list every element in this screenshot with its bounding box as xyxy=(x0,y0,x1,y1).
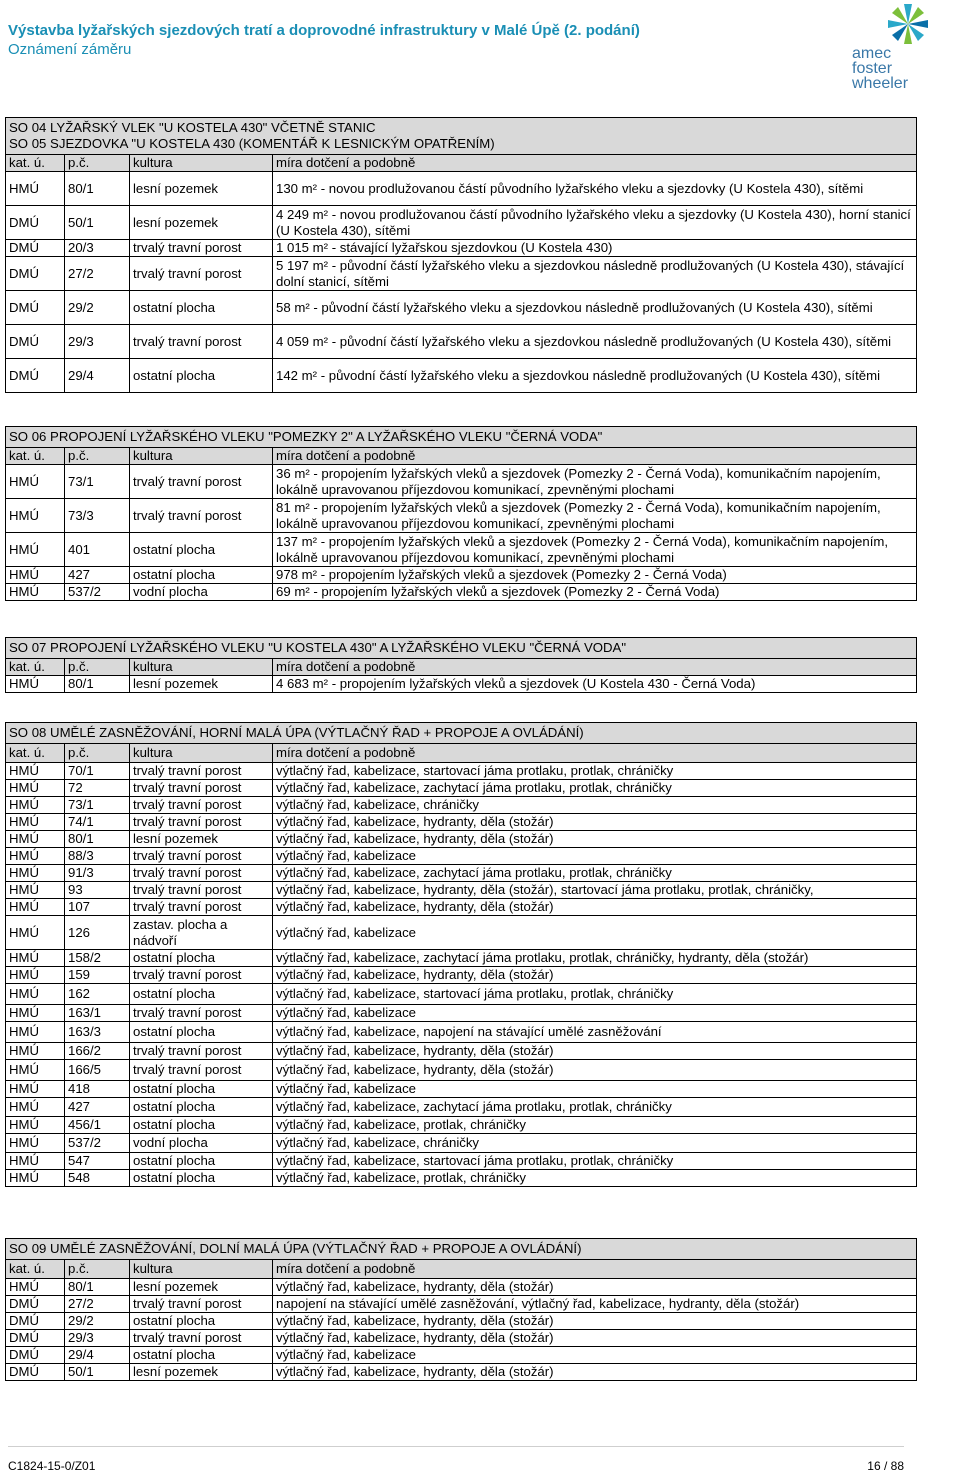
parcel-number-cell: 29/4 xyxy=(65,359,130,393)
parcel-number-cell: 456/1 xyxy=(65,1117,130,1134)
table-row xyxy=(6,763,917,780)
table-row xyxy=(6,533,917,567)
land-type-cell: trvalý travní porost xyxy=(130,797,273,814)
cadastral-area-cell: HMÚ xyxy=(6,848,65,865)
impact-description-cell: výtlačný řad, kabelizace, hydranty, děla (stožár) xyxy=(273,1364,917,1381)
parcel-number-cell: 73/3 xyxy=(65,499,130,533)
parcel-number-cell: 91/3 xyxy=(65,865,130,882)
cadastral-area-cell: DMÚ xyxy=(6,240,65,257)
land-type-cell: lesní pozemek xyxy=(130,206,273,240)
parcel-number-cell: 29/4 xyxy=(65,1347,130,1364)
parcel-number-cell: 163/1 xyxy=(65,1005,130,1022)
impact-description-cell: výtlačný řad, kabelizace, hydranty, děla (stožár) xyxy=(273,1060,917,1081)
land-type-cell: ostatní plocha xyxy=(130,1081,273,1098)
impact-description-cell: výtlačný řad, kabelizace, hydranty, děla (stožár) xyxy=(273,831,917,848)
land-type-cell: trvalý travní porost xyxy=(130,763,273,780)
land-type-cell: ostatní plocha xyxy=(130,1170,273,1187)
table-row xyxy=(6,814,917,831)
table-row xyxy=(6,567,917,584)
land-type-cell: ostatní plocha xyxy=(130,1347,273,1364)
table-row xyxy=(6,1313,917,1330)
table-row xyxy=(6,206,917,240)
table-row xyxy=(6,1170,917,1187)
cadastral-area-cell: HMÚ xyxy=(6,831,65,848)
table-row xyxy=(6,1364,917,1381)
land-type-cell: trvalý travní porost xyxy=(130,967,273,984)
cadastral-area-cell: HMÚ xyxy=(6,814,65,831)
cadastral-area-cell: DMÚ xyxy=(6,257,65,291)
land-type-cell: trvalý travní porost xyxy=(130,1330,273,1347)
land-type-cell: vodní plocha xyxy=(130,1134,273,1153)
land-type-cell: ostatní plocha xyxy=(130,1153,273,1170)
section-title-row xyxy=(6,723,917,744)
impact-description-cell: výtlačný řad, kabelizace, hydranty, děla (stožár) xyxy=(273,967,917,984)
impact-description-cell: výtlačný řad, kabelizace, zachytací jáma protlaku, protlak, chráničky xyxy=(273,865,917,882)
footer-divider xyxy=(8,1446,904,1447)
section-title-row xyxy=(6,427,917,448)
land-type-cell: trvalý travní porost xyxy=(130,882,273,899)
land-type-cell: ostatní plocha xyxy=(130,950,273,967)
logo-word-2: foster xyxy=(852,60,893,77)
impact-description-cell: výtlačný řad, kabelizace, startovací jáma protlaku, protlak, chráničky xyxy=(273,1153,917,1170)
land-type-cell: trvalý travní porost xyxy=(130,465,273,499)
land-type-cell: lesní pozemek xyxy=(130,831,273,848)
parcel-number-cell: 88/3 xyxy=(65,848,130,865)
table-row xyxy=(6,240,917,257)
parcel-number-cell: 29/3 xyxy=(65,325,130,359)
impact-description-cell: výtlačný řad, kabelizace, hydranty, děla (stožár) xyxy=(273,899,917,916)
table-row xyxy=(6,899,917,916)
land-type-cell: lesní pozemek xyxy=(130,172,273,206)
table-row xyxy=(6,865,917,882)
cadastral-area-cell: HMÚ xyxy=(6,1005,65,1022)
land-type-cell: ostatní plocha xyxy=(130,359,273,393)
parcel-number-cell: 93 xyxy=(65,882,130,899)
parcel-number-cell: 418 xyxy=(65,1081,130,1098)
col-header-pc: p.č. xyxy=(65,659,130,676)
impact-description-cell: 130 m² - novou prodlužovanou částí původního lyžařského vleku a sjezdovky (U Kostela 430), sítěmi xyxy=(273,172,917,206)
parcel-number-cell: 158/2 xyxy=(65,950,130,967)
section-title-line: SO 06 PROPOJENÍ LYŽAŘSKÉHO VLEKU "POMEZKY 2" A LYŽAŘSKÉHO VLEKU "ČERNÁ VODA" xyxy=(9,429,603,444)
table-row xyxy=(6,291,917,325)
cadastral-area-cell: HMÚ xyxy=(6,1170,65,1187)
land-type-cell: trvalý travní porost xyxy=(130,257,273,291)
cadastral-area-cell: DMÚ xyxy=(6,325,65,359)
impact-description-cell: výtlačný řad, kabelizace, zachytací jáma protlaku, protlak, chráničky xyxy=(273,780,917,797)
land-type-cell: trvalý travní porost xyxy=(130,848,273,865)
land-type-cell: trvalý travní porost xyxy=(130,780,273,797)
impact-description-cell: výtlačný řad, kabelizace, napojení na stávající umělé zasněžování xyxy=(273,1022,917,1043)
logo-word-3: wheeler xyxy=(852,75,909,92)
col-header-mira: míra dotčení a podobně xyxy=(273,448,917,465)
parcel-number-cell: 29/2 xyxy=(65,1313,130,1330)
impact-description-cell: 58 m² - původní částí lyžařského vleku a sjezdovkou následně prodlužovaných (U Kostela 430), sítěmi xyxy=(273,291,917,325)
impact-description-cell: 142 m² - původní částí lyžařského vleku a sjezdovkou následně prodlužovaných (U Kostela 430), sítěmi xyxy=(273,359,917,393)
land-type-cell: zastav. plocha a nádvoří xyxy=(130,916,273,950)
land-type-cell: trvalý travní porost xyxy=(130,1043,273,1060)
column-header-row xyxy=(6,448,917,465)
impact-description-cell: 36 m² - propojením lyžařských vleků a sjezdovek (Pomezky 2 - Černá Voda), komunikačním napojením, lokálně upravovanou příjezdovou komunikací, zpevněnými plochami xyxy=(273,465,917,499)
col-header-mira: míra dotčení a podobně xyxy=(273,744,917,763)
impact-description-cell: 4 059 m² - původní částí lyžařského vleku a sjezdovkou následně prodlužovaných (U Kostela 430), sítěmi xyxy=(273,325,917,359)
table-row xyxy=(6,499,917,533)
parcel-number-cell: 80/1 xyxy=(65,172,130,206)
parcel-number-cell: 80/1 xyxy=(65,1279,130,1296)
section-title-line: SO 07 PROPOJENÍ LYŽAŘSKÉHO VLEKU "U KOSTELA 430" A LYŽAŘSKÉHO VLEKU "ČERNÁ VODA" xyxy=(9,640,627,655)
impact-description-cell: 4 683 m² - propojením lyžařských vleků a sjezdovek (U Kostela 430 - Černá Voda) xyxy=(273,676,917,693)
impact-description-cell: 5 197 m² - původní částí lyžařského vleku a sjezdovkou následně prodlužovaných (U Kostela 430), stávající dolní stanicí, sítěmi xyxy=(273,257,917,291)
parcel-number-cell: 427 xyxy=(65,1098,130,1117)
parcel-number-cell: 537/2 xyxy=(65,1134,130,1153)
col-header-mira: míra dotčení a podobně xyxy=(273,1260,917,1279)
col-header-kultura: kultura xyxy=(130,448,273,465)
parcel-table-5 xyxy=(5,1238,917,1381)
section-title xyxy=(6,118,917,155)
impact-description-cell: výtlačný řad, kabelizace, zachytací jáma protlaku, protlak, chráničky, hydranty, děla (stožár) xyxy=(273,950,917,967)
document-subtitle: Oznámení záměru xyxy=(8,41,132,58)
cadastral-area-cell: HMÚ xyxy=(6,499,65,533)
table-row xyxy=(6,1117,917,1134)
parcel-number-cell: 548 xyxy=(65,1170,130,1187)
col-header-kat: kat. ú. xyxy=(6,659,65,676)
parcel-number-cell: 547 xyxy=(65,1153,130,1170)
land-type-cell: trvalý travní porost xyxy=(130,240,273,257)
table-row xyxy=(6,1043,917,1060)
section-title xyxy=(6,638,917,659)
parcel-number-cell: 427 xyxy=(65,567,130,584)
section-title xyxy=(6,1239,917,1260)
col-header-mira: míra dotčení a podobně xyxy=(273,155,917,172)
table-row xyxy=(6,967,917,984)
impact-description-cell: výtlačný řad, kabelizace xyxy=(273,916,917,950)
land-type-cell: ostatní plocha xyxy=(130,1313,273,1330)
table-row xyxy=(6,1022,917,1043)
cadastral-area-cell: DMÚ xyxy=(6,1296,65,1313)
logo-star-icon xyxy=(852,2,932,46)
footer-page-number: 16 / 88 xyxy=(867,1459,904,1473)
impact-description-cell: 69 m² - propojením lyžařských vleků a sjezdovek (Pomezky 2 - Černá Voda) xyxy=(273,584,917,601)
parcel-number-cell: 401 xyxy=(65,533,130,567)
parcel-number-cell: 50/1 xyxy=(65,1364,130,1381)
land-type-cell: ostatní plocha xyxy=(130,1117,273,1134)
cadastral-area-cell: DMÚ xyxy=(6,1364,65,1381)
impact-description-cell: 1 015 m² - stávající lyžařskou sjezdovkou (U Kostela 430) xyxy=(273,240,917,257)
impact-description-cell: výtlačný řad, kabelizace, startovací jáma protlaku, protlak, chráničky xyxy=(273,763,917,780)
cadastral-area-cell: DMÚ xyxy=(6,1313,65,1330)
column-header-row xyxy=(6,744,917,763)
col-header-mira: míra dotčení a podobně xyxy=(273,659,917,676)
impact-description-cell: výtlačný řad, kabelizace xyxy=(273,848,917,865)
cadastral-area-cell: DMÚ xyxy=(6,1330,65,1347)
cadastral-area-cell: HMÚ xyxy=(6,865,65,882)
table-row xyxy=(6,1005,917,1022)
cadastral-area-cell: HMÚ xyxy=(6,676,65,693)
col-header-kat: kat. ú. xyxy=(6,155,65,172)
parcel-table-1 xyxy=(5,117,917,393)
parcel-number-cell: 166/5 xyxy=(65,1060,130,1081)
cadastral-area-cell: HMÚ xyxy=(6,172,65,206)
land-type-cell: trvalý travní porost xyxy=(130,899,273,916)
cadastral-area-cell: HMÚ xyxy=(6,1117,65,1134)
col-header-kultura: kultura xyxy=(130,1260,273,1279)
table-row xyxy=(6,1134,917,1153)
table-row xyxy=(6,797,917,814)
impact-description-cell: výtlačný řad, kabelizace xyxy=(273,1081,917,1098)
cadastral-area-cell: HMÚ xyxy=(6,533,65,567)
cadastral-area-cell: HMÚ xyxy=(6,984,65,1005)
section-title xyxy=(6,723,917,744)
cadastral-area-cell: DMÚ xyxy=(6,359,65,393)
parcel-number-cell: 159 xyxy=(65,967,130,984)
parcel-number-cell: 29/2 xyxy=(65,291,130,325)
section-title-row xyxy=(6,1239,917,1260)
section-title-line: SO 08 UMĚLÉ ZASNĚŽOVÁNÍ, HORNÍ MALÁ ÚPA (VÝTLAČNÝ ŘAD + PROPOJE A OVLÁDÁNÍ) xyxy=(9,725,584,740)
land-type-cell: trvalý travní porost xyxy=(130,814,273,831)
impact-description-cell: 137 m² - propojením lyžařských vleků a sjezdovek (Pomezky 2 - Černá Voda), komunikačním napojením, lokálně upravovanou příjezdovou komunikací, zpevněnými plochami xyxy=(273,533,917,567)
table-row xyxy=(6,676,917,693)
amec-foster-wheeler-logo xyxy=(852,2,932,100)
parcel-number-cell: 80/1 xyxy=(65,676,130,693)
parcel-number-cell: 74/1 xyxy=(65,814,130,831)
cadastral-area-cell: HMÚ xyxy=(6,1098,65,1117)
parcel-number-cell: 73/1 xyxy=(65,797,130,814)
impact-description-cell: výtlačný řad, kabelizace, hydranty, děla (stožár) xyxy=(273,814,917,831)
impact-description-cell: výtlačný řad, kabelizace, protlak, chráničky xyxy=(273,1170,917,1187)
col-header-kat: kat. ú. xyxy=(6,1260,65,1279)
land-type-cell: ostatní plocha xyxy=(130,1022,273,1043)
section-title-line: SO 09 UMĚLÉ ZASNĚŽOVÁNÍ, DOLNÍ MALÁ ÚPA (VÝTLAČNÝ ŘAD + PROPOJE A OVLÁDÁNÍ) xyxy=(9,1241,582,1256)
cadastral-area-cell: HMÚ xyxy=(6,567,65,584)
impact-description-cell: výtlačný řad, kabelizace, chráničky xyxy=(273,1134,917,1153)
col-header-kat: kat. ú. xyxy=(6,744,65,763)
cadastral-area-cell: HMÚ xyxy=(6,1134,65,1153)
footer-doc-id: C1824-15-0/Z01 xyxy=(8,1459,96,1473)
table-row xyxy=(6,780,917,797)
parcel-number-cell: 50/1 xyxy=(65,206,130,240)
impact-description-cell: výtlačný řad, kabelizace, startovací jáma protlaku, protlak, chráničky xyxy=(273,984,917,1005)
col-header-kultura: kultura xyxy=(130,744,273,763)
parcel-number-cell: 107 xyxy=(65,899,130,916)
column-header-row xyxy=(6,155,917,172)
impact-description-cell: napojení na stávající umělé zasněžování, výtlačný řad, kabelizace, hydranty, děla (stožár) xyxy=(273,1296,917,1313)
table-row xyxy=(6,1279,917,1296)
table-row xyxy=(6,1060,917,1081)
cadastral-area-cell: HMÚ xyxy=(6,1043,65,1060)
land-type-cell: ostatní plocha xyxy=(130,533,273,567)
parcel-table-4 xyxy=(5,722,917,1187)
parcel-number-cell: 163/3 xyxy=(65,1022,130,1043)
table-row xyxy=(6,916,917,950)
land-type-cell: lesní pozemek xyxy=(130,1279,273,1296)
cadastral-area-cell: DMÚ xyxy=(6,1347,65,1364)
parcel-number-cell: 80/1 xyxy=(65,831,130,848)
cadastral-area-cell: HMÚ xyxy=(6,1279,65,1296)
land-type-cell: trvalý travní porost xyxy=(130,499,273,533)
parcel-number-cell: 166/2 xyxy=(65,1043,130,1060)
land-type-cell: trvalý travní porost xyxy=(130,865,273,882)
land-type-cell: trvalý travní porost xyxy=(130,1060,273,1081)
cadastral-area-cell: HMÚ xyxy=(6,882,65,899)
column-header-row xyxy=(6,659,917,676)
table-row xyxy=(6,848,917,865)
cadastral-area-cell: HMÚ xyxy=(6,899,65,916)
section-title-line: SO 05 SJEZDOVKA "U KOSTELA 430 (KOMENTÁŘ K LESNICKÝM OPATŘENÍM) xyxy=(9,136,495,151)
impact-description-cell: 978 m² - propojením lyžařských vleků a sjezdovek (Pomezky 2 - Černá Voda) xyxy=(273,567,917,584)
table-row xyxy=(6,465,917,499)
impact-description-cell: výtlačný řad, kabelizace, hydranty, děla (stožár) xyxy=(273,1330,917,1347)
parcel-number-cell: 70/1 xyxy=(65,763,130,780)
parcel-number-cell: 27/2 xyxy=(65,257,130,291)
land-type-cell: ostatní plocha xyxy=(130,984,273,1005)
table-row xyxy=(6,172,917,206)
section-title-row xyxy=(6,638,917,659)
impact-description-cell: výtlačný řad, kabelizace, hydranty, děla (stožár) xyxy=(273,1279,917,1296)
cadastral-area-cell: HMÚ xyxy=(6,763,65,780)
table-row xyxy=(6,325,917,359)
land-type-cell: trvalý travní porost xyxy=(130,1296,273,1313)
cadastral-area-cell: HMÚ xyxy=(6,950,65,967)
parcel-number-cell: 20/3 xyxy=(65,240,130,257)
col-header-kultura: kultura xyxy=(130,659,273,676)
cadastral-area-cell: HMÚ xyxy=(6,465,65,499)
col-header-pc: p.č. xyxy=(65,744,130,763)
land-type-cell: lesní pozemek xyxy=(130,1364,273,1381)
col-header-pc: p.č. xyxy=(65,1260,130,1279)
cadastral-area-cell: HMÚ xyxy=(6,967,65,984)
parcel-number-cell: 27/2 xyxy=(65,1296,130,1313)
table-row xyxy=(6,359,917,393)
parcel-number-cell: 72 xyxy=(65,780,130,797)
table-row xyxy=(6,1330,917,1347)
table-row xyxy=(6,882,917,899)
column-header-row xyxy=(6,1260,917,1279)
parcel-number-cell: 126 xyxy=(65,916,130,950)
impact-description-cell: výtlačný řad, kabelizace, hydranty, děla (stožár) xyxy=(273,1313,917,1330)
cadastral-area-cell: HMÚ xyxy=(6,584,65,601)
cadastral-area-cell: HMÚ xyxy=(6,916,65,950)
table-row xyxy=(6,584,917,601)
col-header-kat: kat. ú. xyxy=(6,448,65,465)
table-row xyxy=(6,984,917,1005)
land-type-cell: trvalý travní porost xyxy=(130,325,273,359)
section-title-line: SO 04 LYŽAŘSKÝ VLEK "U KOSTELA 430" VČETNĚ STANIC xyxy=(9,120,376,135)
cadastral-area-cell: HMÚ xyxy=(6,1022,65,1043)
impact-description-cell: 81 m² - propojením lyžařských vleků a sjezdovek (Pomezky 2 - Černá Voda), komunikačním napojením, lokálně upravovanou příjezdovou komunikací, zpevněnými plochami xyxy=(273,499,917,533)
impact-description-cell: výtlačný řad, kabelizace, hydranty, děla (stožár), startovací jáma protlaku, protlak, chráničky, xyxy=(273,882,917,899)
parcel-number-cell: 29/3 xyxy=(65,1330,130,1347)
table-row xyxy=(6,1296,917,1313)
parcel-number-cell: 73/1 xyxy=(65,465,130,499)
impact-description-cell: výtlačný řad, kabelizace, protlak, chráničky xyxy=(273,1117,917,1134)
cadastral-area-cell: DMÚ xyxy=(6,291,65,325)
section-title-row xyxy=(6,118,917,155)
impact-description-cell: výtlačný řad, kabelizace, hydranty, děla (stožár) xyxy=(273,1043,917,1060)
land-type-cell: trvalý travní porost xyxy=(130,1005,273,1022)
table-row xyxy=(6,257,917,291)
cadastral-area-cell: HMÚ xyxy=(6,1081,65,1098)
table-row xyxy=(6,1098,917,1117)
table-row xyxy=(6,1081,917,1098)
table-row xyxy=(6,1153,917,1170)
table-row xyxy=(6,1347,917,1364)
cadastral-area-cell: HMÚ xyxy=(6,780,65,797)
col-header-pc: p.č. xyxy=(65,155,130,172)
table-row xyxy=(6,950,917,967)
land-type-cell: vodní plocha xyxy=(130,584,273,601)
cadastral-area-cell: DMÚ xyxy=(6,206,65,240)
land-type-cell: lesní pozemek xyxy=(130,676,273,693)
land-type-cell: ostatní plocha xyxy=(130,567,273,584)
col-header-kultura: kultura xyxy=(130,155,273,172)
land-type-cell: ostatní plocha xyxy=(130,291,273,325)
col-header-pc: p.č. xyxy=(65,448,130,465)
parcel-number-cell: 537/2 xyxy=(65,584,130,601)
impact-description-cell: výtlačný řad, kabelizace, zachytací jáma protlaku, protlak, chráničky xyxy=(273,1098,917,1117)
cadastral-area-cell: HMÚ xyxy=(6,1153,65,1170)
impact-description-cell: 4 249 m² - novou prodlužovanou částí původního lyžařského vleku a sjezdovky (U Kostela 430), horní stanicí (U Kostela 430), sítěmi xyxy=(273,206,917,240)
parcel-table-3 xyxy=(5,637,917,693)
cadastral-area-cell: HMÚ xyxy=(6,797,65,814)
logo-word-1: amec xyxy=(852,45,892,62)
impact-description-cell: výtlačný řad, kabelizace xyxy=(273,1005,917,1022)
table-row xyxy=(6,831,917,848)
parcel-number-cell: 162 xyxy=(65,984,130,1005)
impact-description-cell: výtlačný řad, kabelizace, chráničky xyxy=(273,797,917,814)
parcel-table-2 xyxy=(5,426,917,601)
land-type-cell: ostatní plocha xyxy=(130,1098,273,1117)
cadastral-area-cell: HMÚ xyxy=(6,1060,65,1081)
section-title xyxy=(6,427,917,448)
document-title: Výstavba lyžařských sjezdových tratí a doprovodné infrastruktury v Malé Úpě (2. podání) xyxy=(8,22,640,39)
impact-description-cell: výtlačný řad, kabelizace xyxy=(273,1347,917,1364)
